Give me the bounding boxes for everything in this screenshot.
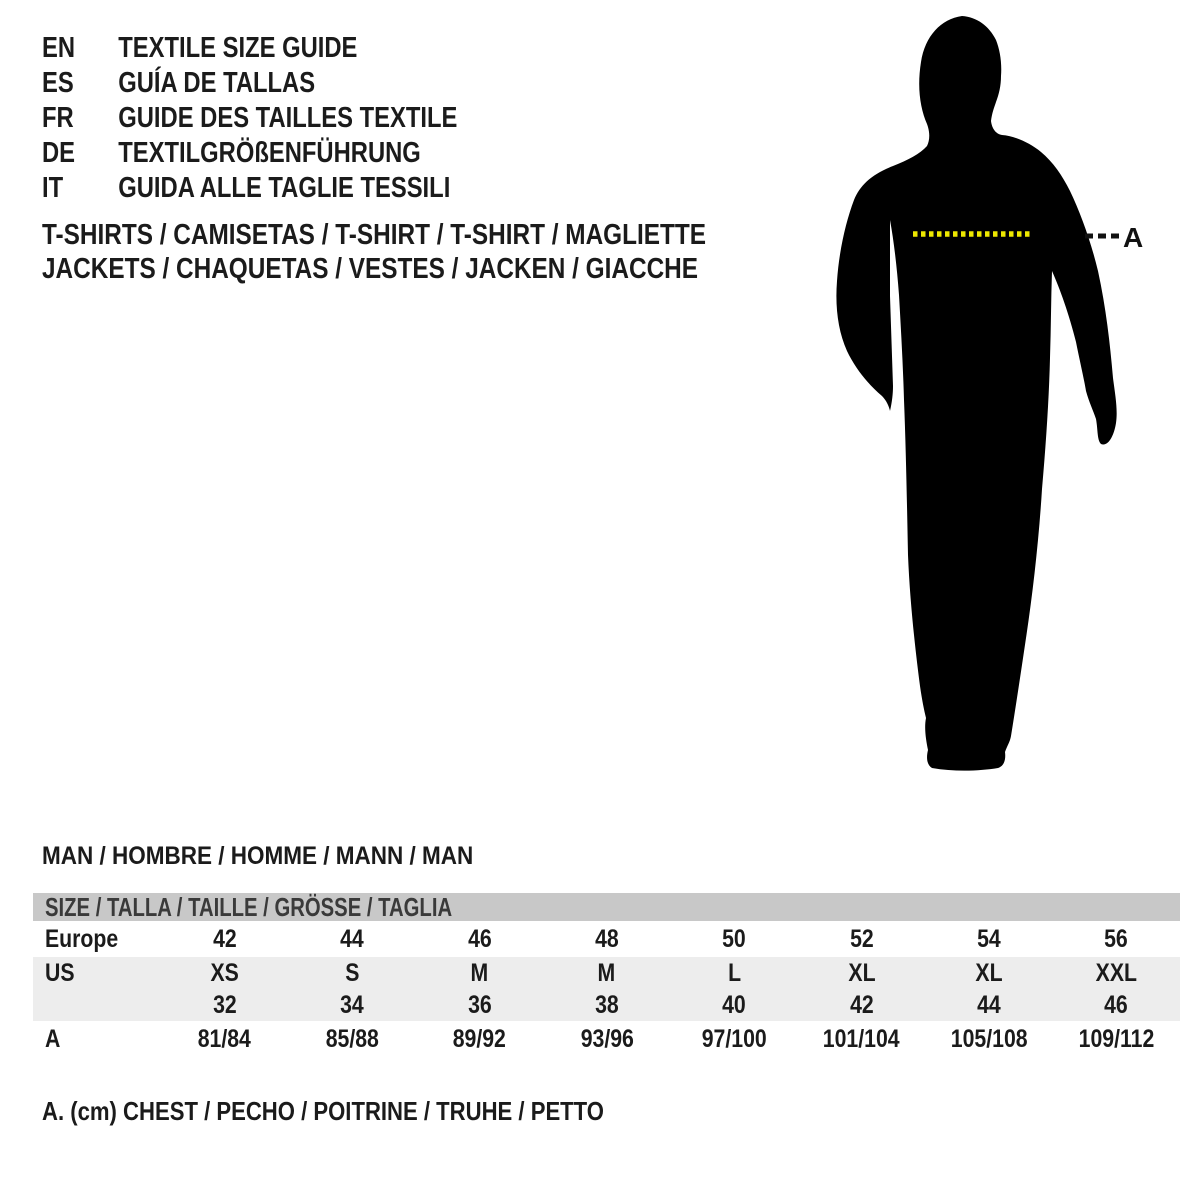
table-cell: XL	[975, 958, 1003, 987]
table-cell: 44	[340, 924, 364, 953]
table-cell: 97/100	[701, 1024, 767, 1053]
language-guide	[42, 31, 549, 206]
section-title-man: MAN / HOMBRE / HOMME / MANN / MAN	[42, 842, 474, 870]
language-row-fr	[42, 101, 457, 136]
table-row-us	[33, 957, 1180, 989]
table-cell: 93/96	[580, 1024, 634, 1053]
language-code: DE	[42, 137, 76, 169]
table-cell: XXL	[1095, 958, 1137, 987]
table-cell: 109/112	[1078, 1024, 1155, 1053]
table-cell: 38	[594, 990, 619, 1019]
measure-label-a: A	[1123, 222, 1144, 253]
table-cell: 56	[1104, 924, 1129, 953]
table-cell: 101/104	[823, 1024, 900, 1053]
table-cell: 48	[594, 924, 619, 953]
language-row-en	[42, 31, 457, 66]
table-cell: L	[727, 958, 741, 987]
table-row-europe	[33, 921, 1180, 957]
table-cell: XL	[847, 958, 876, 987]
language-row-it	[42, 171, 457, 206]
table-cell: 36	[467, 990, 492, 1019]
table-row-numeric	[33, 989, 1180, 1021]
language-label: GUIDE DES TAILLES TEXTILE	[118, 102, 458, 134]
table-cell: XS	[210, 958, 239, 987]
table-cell: 44	[977, 990, 1001, 1019]
language-label: TEXTILGRÖßENFÜHRUNG	[118, 137, 421, 169]
table-cell: 42	[849, 990, 874, 1019]
language-code: EN	[42, 32, 76, 64]
table-cell: 105/108	[950, 1024, 1028, 1053]
table-cell: M	[470, 958, 489, 987]
man-silhouette	[836, 16, 1116, 771]
language-label: GUÍA DE TALLAS	[118, 67, 316, 99]
language-code: FR	[42, 102, 74, 134]
table-cell: 50	[722, 924, 747, 953]
table-cell: 32	[212, 990, 237, 1019]
table-cell: 89/92	[452, 1024, 507, 1053]
product-categories	[42, 218, 833, 286]
language-label: GUIDA ALLE TAGLIE TESSILI	[118, 172, 451, 204]
table-cell: 40	[722, 990, 747, 1019]
table-cell: 46	[1104, 990, 1129, 1019]
table-cell: 42	[212, 924, 237, 953]
row-label: Europe	[45, 924, 119, 953]
table-cell: 81/84	[198, 1024, 252, 1053]
language-row-es	[42, 66, 457, 101]
size-table-header	[33, 893, 1180, 921]
size-table	[33, 893, 1180, 1057]
row-label: US	[45, 958, 75, 987]
language-label: TEXTILE SIZE GUIDE	[118, 32, 358, 64]
size-table-header-label: SIZE / TALLA / TAILLE / GRÖSSE / TAGLIA	[45, 891, 453, 922]
table-cell: 54	[977, 924, 1001, 953]
row-label: A	[45, 1024, 61, 1053]
category-line-tshirts: T-SHIRTS / CAMISETAS / T-SHIRT / T-SHIRT / MAGLIETTE	[42, 219, 707, 251]
table-cell: S	[344, 958, 360, 987]
man-silhouette-figure	[820, 0, 1200, 800]
category-line-jackets: JACKETS / CHAQUETAS / VESTES / JACKEN / GIACCHE	[42, 253, 699, 285]
language-code: IT	[42, 172, 64, 204]
row-label	[33, 991, 161, 1020]
table-cell: 52	[849, 924, 874, 953]
measurement-footnote: A. (cm) CHEST / PECHO / POITRINE / TRUHE / PETTO	[42, 1096, 604, 1126]
language-code: ES	[42, 67, 74, 99]
table-cell: 34	[340, 990, 364, 1019]
table-cell: 85/88	[325, 1024, 379, 1053]
table-cell: 46	[467, 924, 492, 953]
language-row-de	[42, 136, 457, 171]
table-cell: M	[597, 958, 616, 987]
table-row-chest-a	[33, 1021, 1180, 1057]
